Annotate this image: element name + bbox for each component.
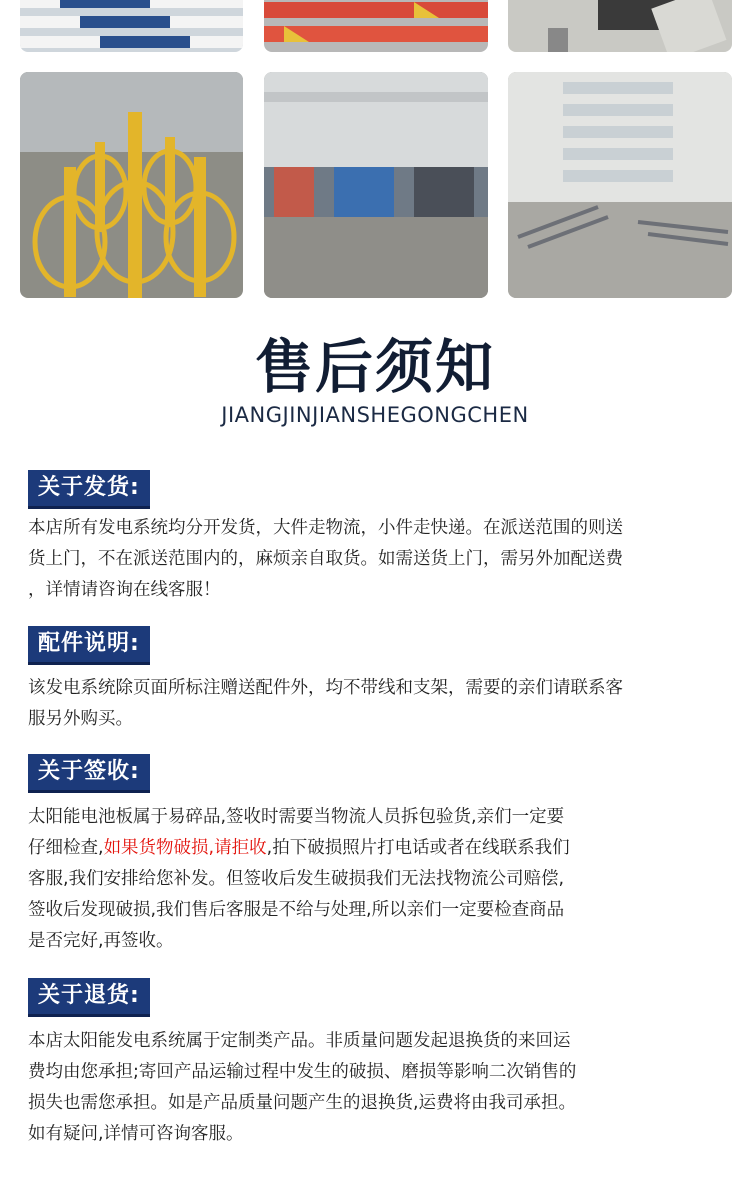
page-subtitle: JIANGJINJIANSHEGONGCHEN: [221, 403, 529, 427]
section-label-accessories: 配件说明:: [28, 626, 150, 665]
product-photo-warehouse: [508, 72, 732, 298]
section-text-accessories: [28, 673, 728, 735]
product-photo-red-pipes: [264, 0, 488, 52]
text-line: 本店太阳能发电系统属于定制类产品。非质量问题发起退换货的来回运: [28, 1031, 571, 1051]
text-line: 客服,我们安排给您补发。但签收后发生破损我们无法找物流公司赔偿,: [28, 869, 565, 889]
section-text-receipt: [28, 802, 728, 957]
section-label-shipping: 关于发货:: [28, 470, 150, 509]
text-line: 损失也需您承担。如是产品质量问题产生的退换货,运费将由我司承担。: [28, 1093, 577, 1113]
highlight-text: 如果货物破损,请拒收: [103, 838, 267, 858]
text-line: 如有疑问,详情可咨询客服。: [28, 1124, 244, 1144]
text-line: ，详情请咨询在线客服！: [28, 580, 221, 600]
text-line: 服另外购买。: [28, 709, 133, 729]
product-photo-yellow-centralizers: [20, 72, 243, 298]
text-segment: ,拍下破损照片打电话或者在线联系我们: [266, 838, 570, 858]
text-line: 货上门，不在派送范围内的，麻烦亲自取货。如需送货上门，需另外加配送费: [28, 549, 623, 569]
section-text-returns: [28, 1026, 728, 1150]
text-line: [28, 833, 728, 864]
product-photo-pipes: [20, 0, 243, 52]
page-title: 售后须知: [254, 333, 495, 401]
section-text-shipping: [28, 513, 728, 606]
text-line: 太阳能电池板属于易碎品,签收时需要当物流人员拆包验货,亲们一定要: [28, 807, 565, 827]
text-line: 签收后发现破损,我们售后客服是不给与处理,所以亲们一定要检查商品: [28, 900, 565, 920]
text-line: 本店所有发电系统均分开发货，大件走物流，小件走快递。在派送范围的则送: [28, 518, 623, 538]
text-line: 是否完好,再签收。: [28, 931, 174, 951]
product-photo-factory-interior: [264, 72, 488, 298]
text-line: 该发电系统除页面所标注赠送配件外，均不带线和支架，需要的亲们请联系客: [28, 678, 623, 698]
text-line: 费均由您承担;寄回产品运输过程中发生的破损、磨损等影响二次销售的: [28, 1062, 577, 1082]
section-label-returns: 关于退货:: [28, 978, 150, 1017]
text-segment: 仔细检查,: [28, 838, 104, 858]
section-label-receipt: 关于签收:: [28, 754, 150, 793]
product-photo-workshop-table: [508, 0, 732, 52]
